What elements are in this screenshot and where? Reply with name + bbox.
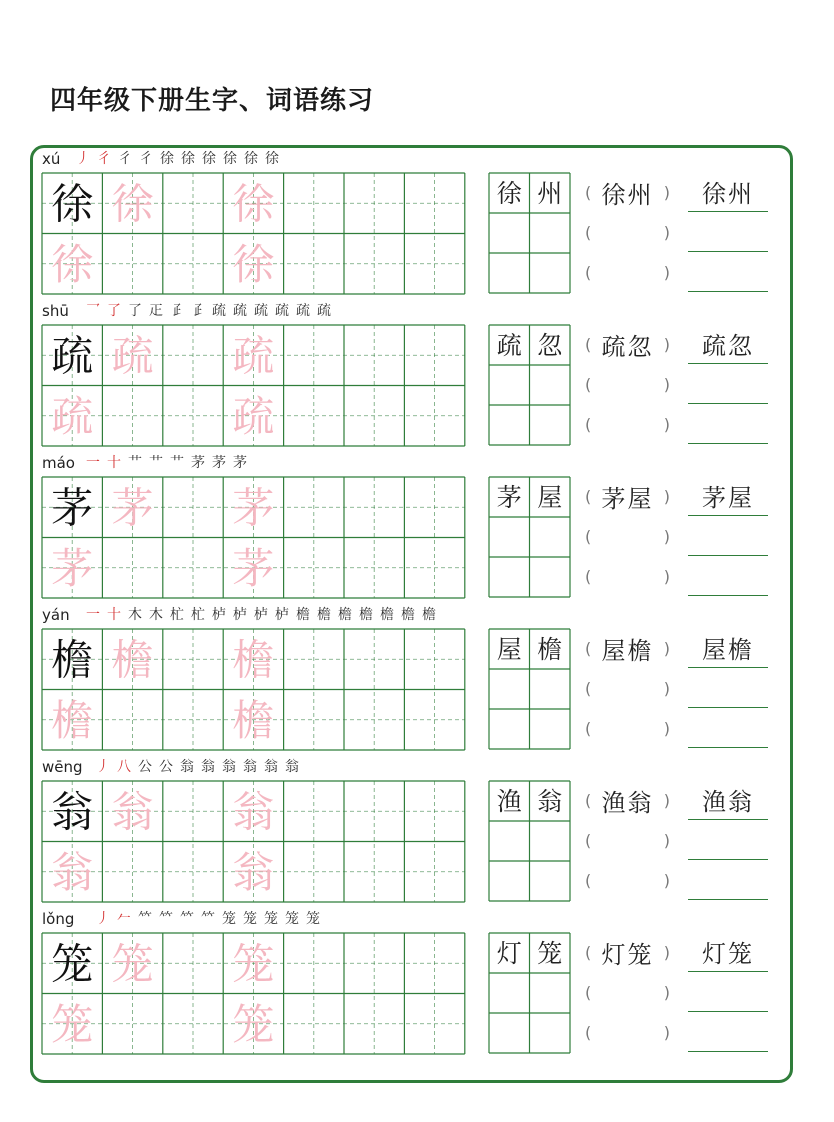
stroke-order [84, 451, 249, 473]
bracket-row[interactable] [585, 668, 670, 708]
stroke-step: 徐 [202, 151, 216, 167]
stroke-step: 栌 [254, 607, 268, 623]
pinyin-bracket-column [585, 628, 670, 748]
word-grid [488, 476, 571, 598]
stroke-step: 公 [159, 759, 173, 775]
stroke-order [84, 603, 438, 625]
writing-line [688, 780, 768, 820]
stroke-step: 翁 [201, 759, 215, 775]
stroke-order [74, 147, 281, 169]
stroke-order [84, 299, 333, 321]
word-grid-character: 屋 [496, 635, 522, 664]
writing-line [688, 172, 768, 212]
word-grid-character: 渔 [496, 787, 522, 816]
open-bracket: ( [585, 262, 592, 282]
writing-line [688, 476, 768, 516]
stroke-step: 徐 [181, 151, 195, 167]
trace-character: 徐 [111, 179, 154, 229]
stroke-step: 了 [128, 303, 142, 319]
bracket-row[interactable] [585, 860, 670, 900]
stroke-step: 茅 [212, 455, 226, 471]
bracket-row[interactable] [585, 708, 670, 748]
trace-character: 檐 [111, 635, 154, 685]
open-bracket: ( [585, 830, 592, 850]
trace-character: 疏 [232, 391, 275, 441]
stroke-step: 杧 [170, 607, 184, 623]
stroke-step: 疏 [254, 303, 268, 319]
stroke-step: 翁 [243, 759, 257, 775]
practice-unit [0, 299, 834, 451]
bracket-row[interactable] [585, 404, 670, 444]
stroke-step: 十 [107, 607, 121, 623]
stroke-step: 徐 [244, 151, 258, 167]
writing-lines-column [688, 628, 768, 748]
trace-character: 疏 [232, 331, 275, 381]
stroke-step: 艹 [170, 455, 184, 471]
word-grid [488, 172, 571, 294]
trace-character: 笼 [111, 939, 154, 989]
stroke-step: 檐 [380, 607, 394, 623]
line-word: 疏忽 [702, 332, 754, 360]
word-grid-character: 徐 [496, 179, 522, 208]
trace-character: 疏 [51, 391, 94, 441]
open-bracket: ( [585, 790, 592, 810]
stroke-step: 𤴔 [191, 303, 205, 319]
stroke-step: 𠂉 [117, 911, 131, 927]
open-bracket: ( [585, 566, 592, 586]
writing-line [688, 628, 768, 668]
bracket-row[interactable] [585, 820, 670, 860]
line-word: 徐州 [702, 180, 754, 208]
trace-character: 徐 [232, 239, 275, 289]
bracket-row [585, 932, 670, 972]
line-word: 茅屋 [702, 484, 754, 512]
bracket-row[interactable] [585, 556, 670, 596]
stroke-step: 疏 [275, 303, 289, 319]
bracket-word: 渔翁 [601, 788, 654, 817]
close-bracket: ) [663, 638, 670, 658]
bracket-word: 屋檐 [601, 636, 654, 665]
bracket-row[interactable] [585, 252, 670, 292]
stroke-step: 茅 [233, 455, 247, 471]
stroke-step: 彳 [97, 151, 111, 167]
trace-character: 翁 [111, 787, 154, 837]
writing-line[interactable] [688, 1012, 768, 1052]
writing-lines-column [688, 476, 768, 596]
close-bracket: ) [663, 182, 670, 202]
writing-lines-column [688, 172, 768, 292]
stroke-step: 笼 [285, 911, 299, 927]
trace-character: 徐 [232, 179, 275, 229]
stroke-step: 栌 [275, 607, 289, 623]
pinyin-label: xú [42, 150, 61, 168]
stroke-step: 八 [117, 759, 131, 775]
stroke-step: 疏 [317, 303, 331, 319]
stroke-step: 翁 [180, 759, 194, 775]
stroke-step: 𥫗 [159, 911, 173, 927]
trace-character: 徐 [51, 239, 94, 289]
stroke-step: 徐 [160, 151, 174, 167]
stroke-step: 杧 [191, 607, 205, 623]
writing-line [688, 932, 768, 972]
stroke-step: 檐 [296, 607, 310, 623]
word-grid-character: 笼 [537, 939, 563, 968]
word-grid-character: 檐 [537, 635, 563, 664]
writing-line[interactable] [688, 668, 768, 708]
open-bracket: ( [585, 1022, 592, 1042]
stroke-step: 𥫗 [180, 911, 194, 927]
bracket-row[interactable] [585, 1012, 670, 1052]
word-grid-character: 茅 [496, 483, 522, 512]
close-bracket: ) [663, 374, 670, 394]
close-bracket: ) [663, 982, 670, 1002]
stroke-step: 疏 [233, 303, 247, 319]
writing-line[interactable] [688, 516, 768, 556]
page-title: 四年级下册生字、词语练习 [50, 86, 375, 116]
stroke-step: 公 [138, 759, 152, 775]
stroke-step: 翁 [285, 759, 299, 775]
open-bracket: ( [585, 182, 592, 202]
bracket-row [585, 324, 670, 364]
trace-character: 檐 [232, 635, 275, 685]
stroke-step: 徐 [265, 151, 279, 167]
trace-character: 檐 [51, 695, 94, 745]
word-grid [488, 324, 571, 446]
stroke-order [94, 755, 301, 777]
pinyin-label: máo [42, 454, 75, 472]
trace-character: 笼 [232, 999, 275, 1049]
trace-character: 翁 [51, 847, 94, 897]
practice-unit [0, 603, 834, 755]
writing-grid [41, 172, 466, 295]
stroke-step: 茅 [191, 455, 205, 471]
close-bracket: ) [663, 222, 670, 242]
close-bracket: ) [663, 566, 670, 586]
pinyin-bracket-column [585, 172, 670, 292]
pinyin-bracket-column [585, 324, 670, 444]
stroke-step: 𥫗 [138, 911, 152, 927]
bracket-row [585, 780, 670, 820]
writing-grid [41, 476, 466, 599]
bracket-word: 灯笼 [601, 940, 654, 969]
stroke-step: 艹 [128, 455, 142, 471]
writing-grid [41, 932, 466, 1055]
stroke-step: 丿 [96, 911, 110, 927]
word-grid [488, 628, 571, 750]
open-bracket: ( [585, 718, 592, 738]
stroke-step: 檐 [338, 607, 352, 623]
line-word: 屋檐 [702, 636, 754, 664]
stroke-order [94, 907, 322, 929]
stroke-step: 𤴓 [149, 303, 163, 319]
practice-unit [0, 147, 834, 299]
stroke-step: 翁 [264, 759, 278, 775]
model-character: 笼 [51, 939, 94, 989]
stroke-step: 一 [86, 455, 100, 471]
trace-character: 笼 [51, 999, 94, 1049]
stroke-step: 彳 [118, 151, 132, 167]
pinyin-label: shū [42, 302, 69, 320]
writing-grid [41, 324, 466, 447]
writing-line[interactable] [688, 708, 768, 748]
stroke-step: 笼 [306, 911, 320, 927]
stroke-step: 丿 [96, 759, 110, 775]
writing-line[interactable] [688, 252, 768, 292]
open-bracket: ( [585, 870, 592, 890]
open-bracket: ( [585, 638, 592, 658]
close-bracket: ) [663, 334, 670, 354]
writing-lines-column [688, 780, 768, 900]
bracket-word: 疏忽 [601, 332, 654, 361]
line-word: 渔翁 [702, 788, 754, 816]
stroke-step: 艹 [149, 455, 163, 471]
word-grid [488, 780, 571, 902]
pinyin-label: wēng [42, 758, 83, 776]
stroke-step: 栌 [212, 607, 226, 623]
bracket-row [585, 628, 670, 668]
trace-character: 檐 [232, 695, 275, 745]
model-character: 茅 [51, 483, 94, 533]
stroke-step: 𤴔 [170, 303, 184, 319]
bracket-row[interactable] [585, 212, 670, 252]
trace-character: 翁 [232, 787, 275, 837]
trace-character: 笼 [232, 939, 275, 989]
writing-line[interactable] [688, 404, 768, 444]
bracket-word: 徐州 [601, 180, 654, 209]
trace-character: 翁 [232, 847, 275, 897]
model-character: 徐 [51, 179, 94, 229]
close-bracket: ) [663, 262, 670, 282]
writing-line[interactable] [688, 860, 768, 900]
open-bracket: ( [585, 414, 592, 434]
open-bracket: ( [585, 526, 592, 546]
close-bracket: ) [663, 942, 670, 962]
bracket-row[interactable] [585, 364, 670, 404]
open-bracket: ( [585, 334, 592, 354]
bracket-row[interactable] [585, 972, 670, 1012]
writing-line[interactable] [688, 556, 768, 596]
close-bracket: ) [663, 414, 670, 434]
writing-line[interactable] [688, 820, 768, 860]
stroke-step: 笼 [264, 911, 278, 927]
word-grid-character: 州 [537, 179, 563, 208]
word-grid-character: 屋 [537, 483, 563, 512]
stroke-step: 木 [149, 607, 163, 623]
model-character: 檐 [51, 635, 94, 685]
open-bracket: ( [585, 374, 592, 394]
writing-grid [41, 780, 466, 903]
line-word: 灯笼 [702, 940, 754, 968]
word-grid-character: 翁 [537, 787, 563, 816]
close-bracket: ) [663, 486, 670, 506]
stroke-step: 丿 [76, 151, 90, 167]
stroke-step: 檐 [401, 607, 415, 623]
close-bracket: ) [663, 870, 670, 890]
stroke-step: 疏 [212, 303, 226, 319]
stroke-step: 檐 [359, 607, 373, 623]
stroke-step: 檐 [317, 607, 331, 623]
pinyin-bracket-column [585, 932, 670, 1052]
stroke-step: 翁 [222, 759, 236, 775]
stroke-step: 乛 [86, 303, 100, 319]
close-bracket: ) [663, 1022, 670, 1042]
stroke-step: 一 [86, 607, 100, 623]
word-grid-character: 灯 [496, 939, 522, 968]
word-grid-character: 忽 [537, 331, 563, 360]
close-bracket: ) [663, 678, 670, 698]
model-character: 翁 [51, 787, 94, 837]
trace-character: 茅 [232, 543, 275, 593]
writing-lines-column [688, 324, 768, 444]
stroke-step: 木 [128, 607, 142, 623]
stroke-step: 栌 [233, 607, 247, 623]
stroke-step: 了 [107, 303, 121, 319]
close-bracket: ) [663, 830, 670, 850]
pinyin-bracket-column [585, 780, 670, 900]
stroke-step: 檐 [422, 607, 436, 623]
trace-character: 茅 [51, 543, 94, 593]
writing-line[interactable] [688, 212, 768, 252]
close-bracket: ) [663, 526, 670, 546]
writing-line[interactable] [688, 364, 768, 404]
word-grid-character: 疏 [496, 331, 522, 360]
practice-unit [0, 907, 834, 1059]
stroke-step: 笼 [243, 911, 257, 927]
writing-lines-column [688, 932, 768, 1052]
stroke-step: 𥫗 [201, 911, 215, 927]
writing-line [688, 324, 768, 364]
bracket-word: 茅屋 [601, 484, 654, 513]
close-bracket: ) [663, 718, 670, 738]
writing-grid [41, 628, 466, 751]
bracket-row [585, 172, 670, 212]
close-bracket: ) [663, 790, 670, 810]
open-bracket: ( [585, 942, 592, 962]
trace-character: 疏 [111, 331, 154, 381]
open-bracket: ( [585, 222, 592, 242]
stroke-step: 徐 [223, 151, 237, 167]
stroke-step: 笼 [222, 911, 236, 927]
stroke-step: 十 [107, 455, 121, 471]
model-character: 疏 [51, 331, 94, 381]
bracket-row[interactable] [585, 516, 670, 556]
pinyin-label: yán [42, 606, 70, 624]
writing-line[interactable] [688, 972, 768, 1012]
open-bracket: ( [585, 678, 592, 698]
practice-unit [0, 755, 834, 907]
trace-character: 茅 [111, 483, 154, 533]
pinyin-bracket-column [585, 476, 670, 596]
open-bracket: ( [585, 486, 592, 506]
bracket-row [585, 476, 670, 516]
trace-character: 茅 [232, 483, 275, 533]
pinyin-label: lǒng [42, 910, 75, 928]
open-bracket: ( [585, 982, 592, 1002]
stroke-step: 彳 [139, 151, 153, 167]
practice-unit [0, 451, 834, 603]
stroke-step: 疏 [296, 303, 310, 319]
word-grid [488, 932, 571, 1054]
